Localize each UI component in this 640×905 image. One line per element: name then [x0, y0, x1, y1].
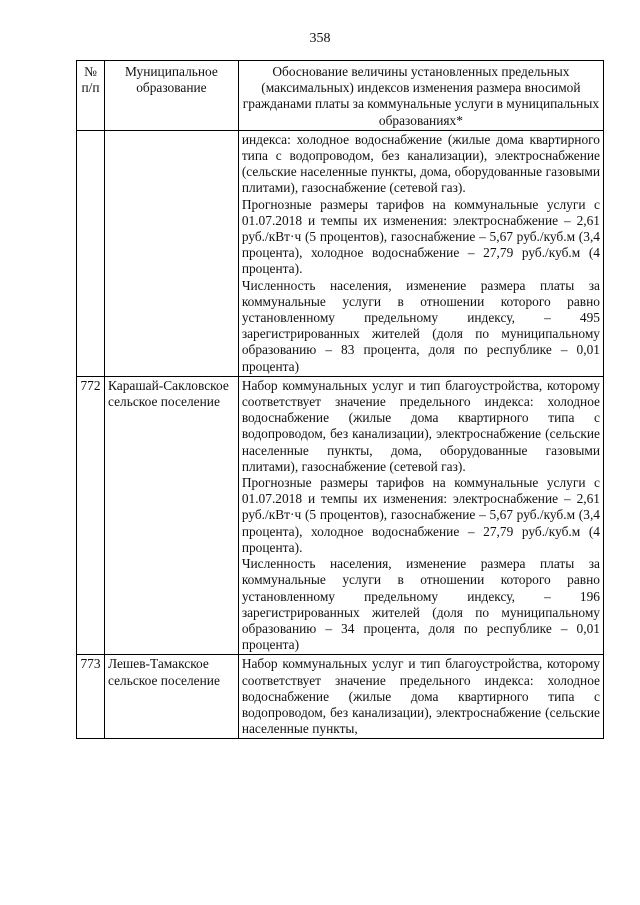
page-number: 358 — [309, 31, 331, 46]
header-number: № п/п — [77, 61, 105, 131]
justification-paragraph: Прогнозные размеры тарифов на коммунальные услуги с 01.07.2018 и темпы их изменения: электроснабжение – 2,61 руб./кВт·ч (5 процентов), газоснабжение – 5,67 руб./куб.м (3,4 процента), холодное водоснабжение – 27,79 руб./куб.м (4 процента). — [241, 475, 600, 555]
header-justification: Обоснование величины установленных предельных (максимальных) индексов изменения размера вносимой гражданами платы за коммунальные услуги в муниципальных образованиях* — [238, 61, 603, 131]
row-municipality — [105, 130, 239, 376]
table-header-row — [77, 61, 604, 131]
row-municipality: Карашай-Сакловское сельское поселение — [105, 376, 239, 654]
row-municipality: Лешев-Тамакское сельское поселение — [105, 655, 239, 739]
row-number — [77, 130, 105, 376]
row-number: 773 — [77, 655, 105, 739]
justification-paragraph: Набор коммунальных услуг и тип благоустройства, которому соответствует значение предельного индекса: холодное водоснабжение (жилые дома квартирного типа с водопроводом, без канализации), электроснабжение (сельские населенные пункты, дома, оборудованные газовыми плитами), газоснабжение (сетевой газ). — [241, 377, 600, 474]
row-justification — [238, 130, 603, 376]
justification-paragraph: Прогнозные размеры тарифов на коммунальные услуги с 01.07.2018 и темпы их изменения: электроснабжение – 2,61 руб./кВт·ч (5 процентов), газоснабжение – 5,67 руб./куб.м (3,4 процента), холодное водоснабжение – 27,79 руб./куб.м (4 процента). — [241, 196, 600, 277]
row-justification — [238, 655, 603, 739]
header-municipality: Муниципальное образование — [105, 61, 239, 131]
tariff-justification-table — [76, 60, 604, 739]
justification-paragraph: Численность населения, изменение размера платы за коммунальные услуги в отношении которого равно установленному предельному индексу, – 495 зарегистрированных жителей (доля по муниципальному образованию – 83 процента, доля по республике – 0,01 процента) — [241, 277, 600, 374]
row-number: 772 — [77, 376, 105, 654]
justification-paragraph: Численность населения, изменение размера платы за коммунальные услуги в отношении которого равно установленному предельному индексу, – 196 зарегистрированных жителей (доля по муниципальному образованию – 34 процента, доля по республике – 0,01 процента) — [241, 556, 600, 653]
table-row — [77, 376, 604, 654]
table-row — [77, 655, 604, 739]
justification-paragraph: индекса: холодное водоснабжение (жилые дома квартирного типа с водопроводом, без канализации), электроснабжение (сельские населенные пункты, дома, оборудованные газовыми плитами), газоснабжение (сетевой газ). — [241, 131, 600, 196]
row-justification — [238, 376, 603, 654]
table-row — [77, 130, 604, 376]
justification-paragraph: Набор коммунальных услуг и тип благоустройства, которому соответствует значение предельного индекса: холодное водоснабжение (жилые дома квартирного типа с водопроводом, без канализации), электроснабжение (сельские населенные пункты, — [241, 656, 600, 737]
